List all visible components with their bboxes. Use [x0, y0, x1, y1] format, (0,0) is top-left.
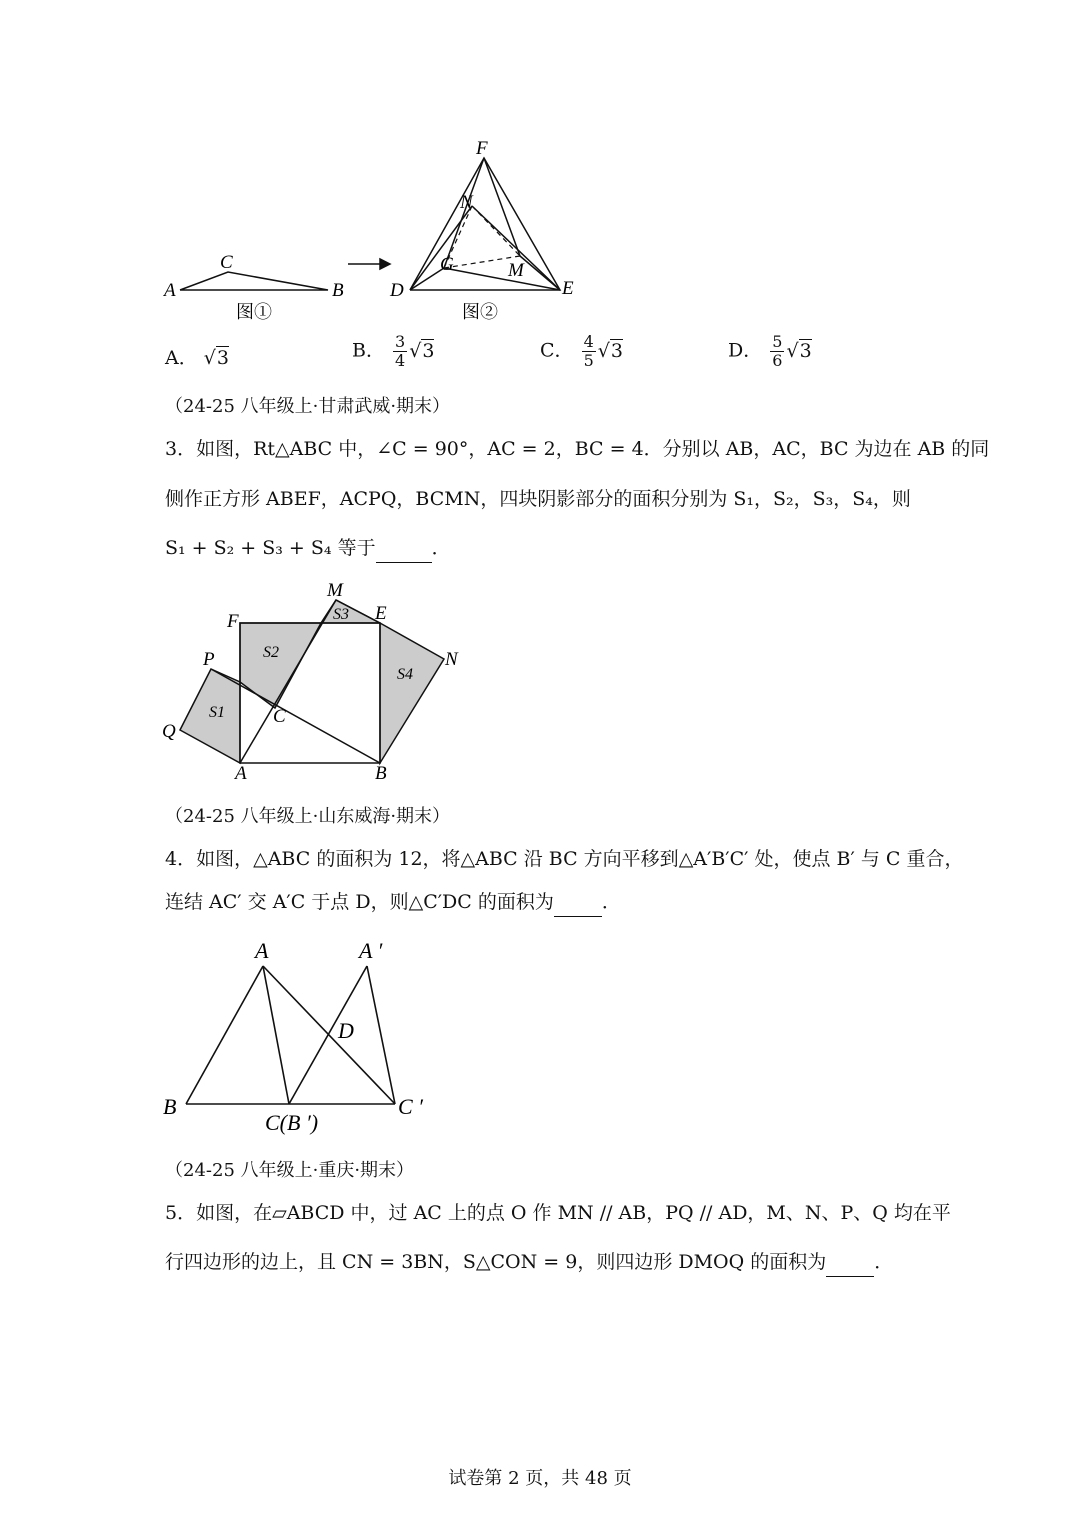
- q2-option-a-label: A．: [165, 347, 198, 369]
- q2-option-b: B． $\frac{3}{4}$ √3: [352, 332, 435, 370]
- q3-label-M: M: [327, 580, 343, 601]
- q2-label-M: M: [508, 260, 524, 281]
- q3-figure: [155, 575, 475, 790]
- q3-label-S2: S2: [263, 644, 279, 661]
- q4-line-2-text: 连结 AC′ 交 A′C 于点 D，则△C′DC 的面积为: [165, 891, 554, 913]
- q3-source: （24-25 八年级上·甘肃武威·期末）: [165, 396, 451, 417]
- q2-option-c: C． $\frac{4}{5}$ √3: [540, 332, 623, 370]
- q2-label-N: N: [460, 192, 473, 213]
- arrow-icon: [348, 259, 390, 269]
- q2-option-c-label: C．: [540, 339, 574, 362]
- q4-line-1: 4．如图，△ABC 的面积为 12，将△ABC 沿 BC 方向平移到△A′B′C′ 处，使点 B′ 与 C 重合，: [165, 848, 964, 870]
- q4-label-A-prime: A ′: [359, 938, 383, 963]
- page-footer: 试卷第 2 页，共 48 页: [448, 1468, 632, 1489]
- q4-figure: [155, 930, 445, 1140]
- q2-figure: [150, 130, 610, 330]
- q4-label-D: D: [338, 1018, 354, 1043]
- q2-label-C: C: [220, 252, 233, 273]
- q2-label-E: E: [562, 278, 574, 299]
- q2-fig2-shape: [410, 158, 560, 290]
- q2-option-a: [165, 343, 229, 370]
- q2-option-c-fraction: $\frac{4}{5}$: [583, 332, 594, 370]
- q2-label-B: B: [332, 280, 344, 301]
- q4-source: （24-25 八年级上·山东威海·期末）: [165, 806, 451, 827]
- q3-label-B: B: [375, 763, 387, 784]
- q3-answer-blank[interactable]: [376, 534, 432, 563]
- q4-label-A: A: [255, 938, 269, 963]
- q3-label-A: A: [235, 763, 247, 784]
- q2-label-F: F: [476, 138, 488, 159]
- q3-line-3: S₁ + S₂ + S₃ + S₄ 等于 ．: [165, 534, 451, 563]
- q4-label-B: B: [163, 1094, 177, 1119]
- q2-caption-1: 图①: [236, 302, 272, 322]
- q2-option-d-fraction: $\frac{5}{6}$: [772, 332, 783, 370]
- q3-label-S4: S4: [397, 666, 413, 683]
- q3-label-N: N: [445, 649, 458, 670]
- q4-label-C-B-prime: C(B ′): [265, 1110, 319, 1135]
- q4-lines: [186, 966, 395, 1104]
- q3-line-1: 3．如图，Rt△ABC 中，∠C = 90°，AC = 2，BC = 4．分别以 AB，AC，BC 为边在 AB 的同: [165, 438, 990, 460]
- q4-answer-blank[interactable]: [554, 888, 602, 917]
- q3-label-S3: S3: [333, 606, 349, 623]
- q4-line-2: 连结 AC′ 交 A′C 于点 D，则△C′DC 的面积为 ．: [165, 888, 621, 917]
- q3-label-F: F: [227, 611, 239, 632]
- q3-region-S4: [380, 623, 444, 763]
- q3-label-Q: Q: [162, 721, 176, 742]
- q2-option-a-value: √3: [203, 347, 229, 369]
- q2-label-G: G: [440, 254, 454, 275]
- q2-fig1-triangle: [180, 272, 328, 290]
- q3-label-S1: S1: [209, 704, 225, 721]
- q5-line-2: 行四边形的边上，且 CN = 3BN，S△CON = 9，则四边形 DMOQ 的面积为 ．: [165, 1248, 893, 1277]
- q3-label-P: P: [203, 649, 215, 670]
- q3-line-3-text: S₁ + S₂ + S₃ + S₄ 等于: [165, 537, 376, 559]
- q2-option-d-label: D．: [728, 339, 763, 362]
- q2-caption-2: 图②: [462, 302, 498, 322]
- q5-source: （24-25 八年级上·重庆·期末）: [165, 1160, 415, 1181]
- q3-label-C: C: [273, 706, 286, 727]
- q5-line-2-text: 行四边形的边上，且 CN = 3BN，S△CON = 9，则四边形 DMOQ 的面积为: [165, 1251, 827, 1273]
- q5-answer-blank[interactable]: [826, 1248, 874, 1277]
- q2-label-A: A: [164, 280, 176, 301]
- q5-line-1: 5．如图，在▱ABCD 中，过 AC 上的点 O 作 MN // AB，PQ // AD，M、N、P、Q 均在平: [165, 1202, 951, 1224]
- q3-label-E: E: [375, 603, 387, 624]
- q4-label-C-prime: C ′: [398, 1094, 423, 1119]
- q2-label-D: D: [390, 280, 404, 301]
- q2-option-b-label: B．: [352, 339, 385, 362]
- q2-option-d: D． $\frac{5}{6}$ √3: [728, 332, 812, 370]
- q2-option-b-fraction: $\frac{3}{4}$: [395, 332, 406, 370]
- q3-line-2: 侧作正方形 ABEF，ACPQ，BCMN，四块阴影部分的面积分别为 S₁，S₂，S₃，S₄，则: [165, 488, 911, 510]
